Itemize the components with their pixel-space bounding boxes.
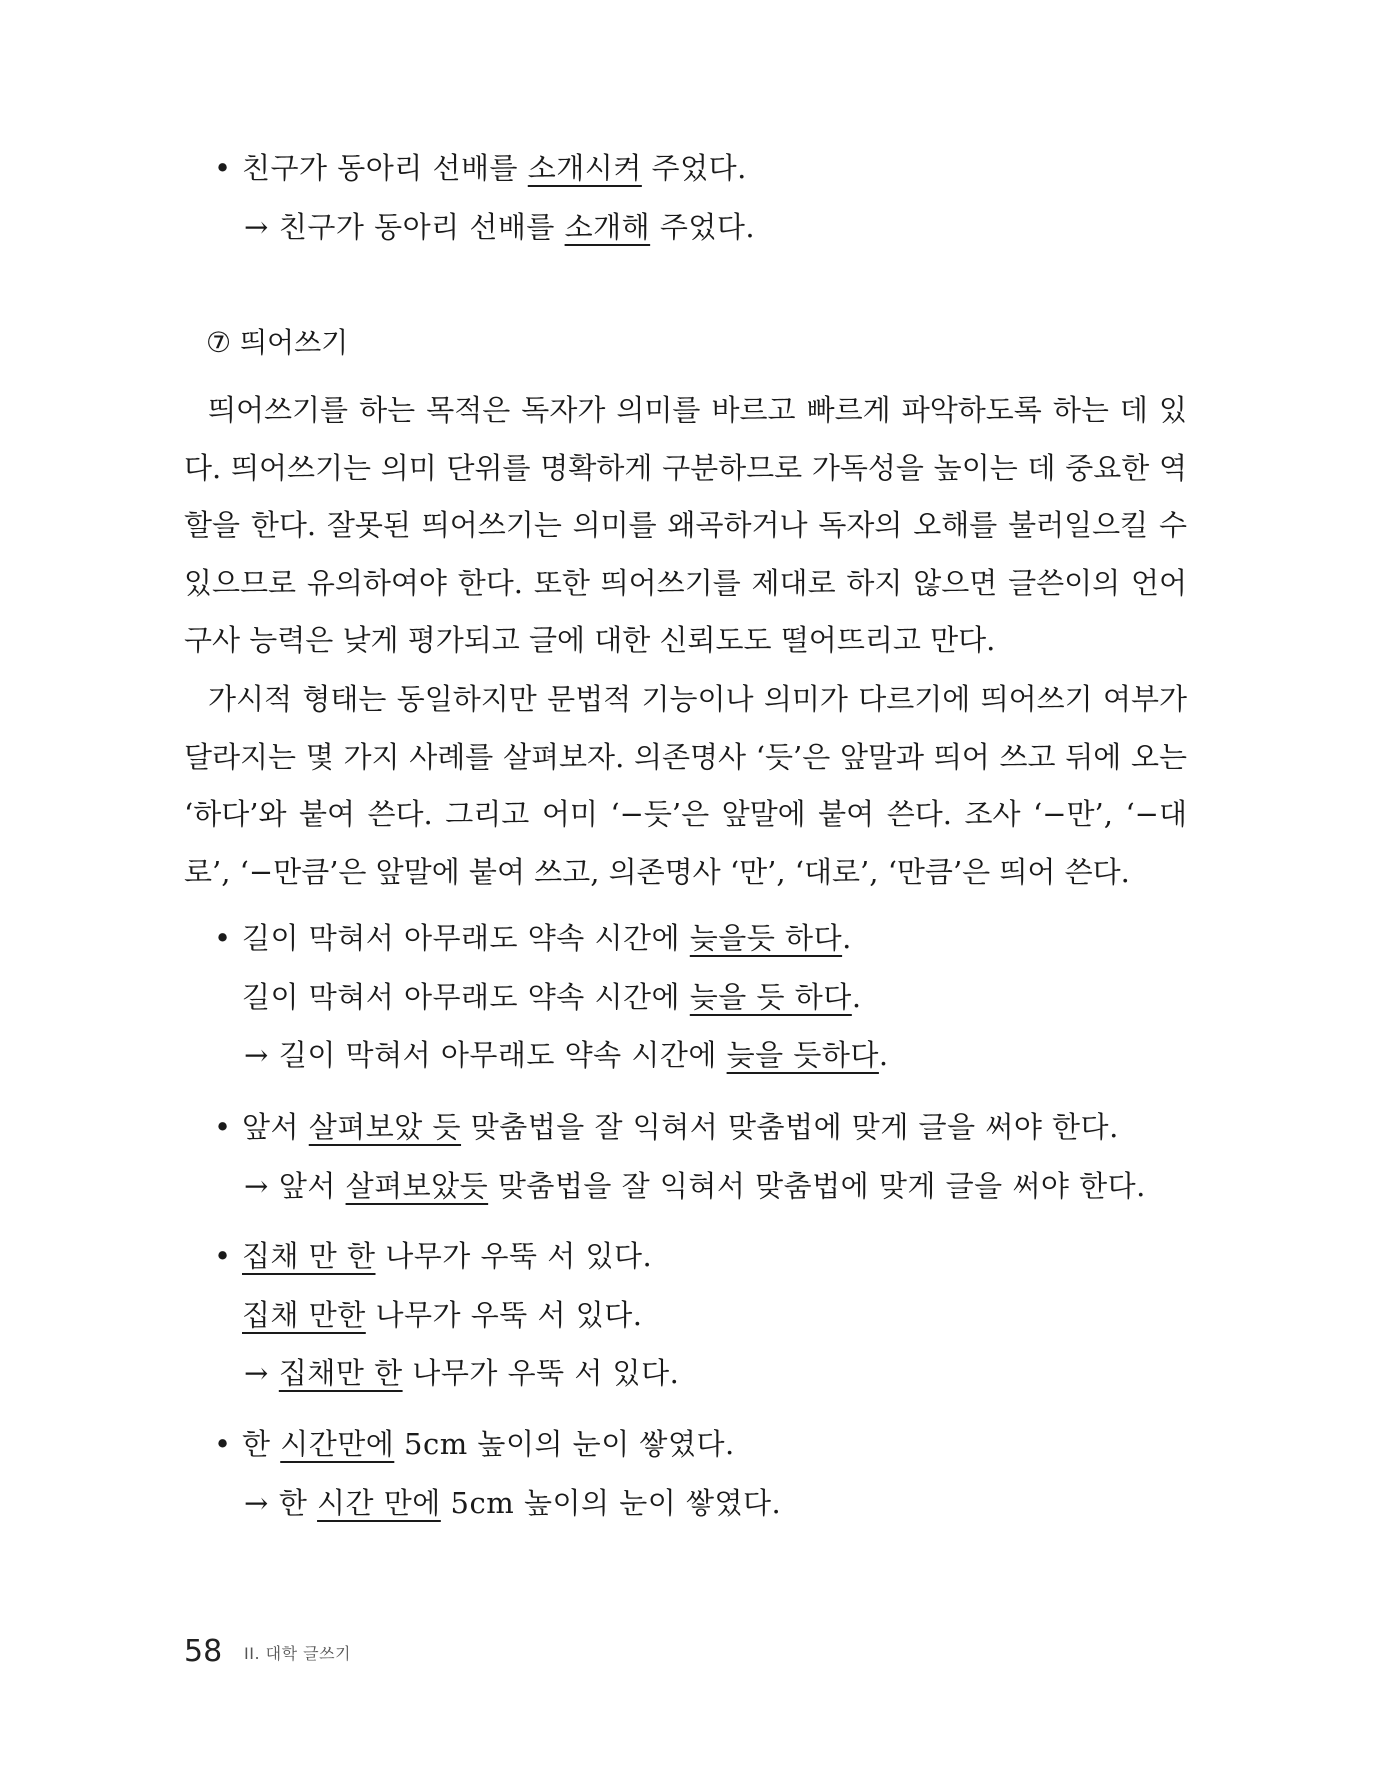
- bullet: •: [214, 1110, 232, 1144]
- example-text: 한: [242, 1427, 281, 1461]
- bullet: •: [214, 151, 232, 185]
- chapter-label: II. 대학 글쓰기: [244, 1644, 351, 1663]
- example-text: 나무가 우뚝 서 있다.: [375, 1239, 653, 1273]
- arrow-icon: →: [244, 1356, 269, 1390]
- example-line: [242, 1295, 643, 1335]
- example-text: 길이 막혀서 아무래도 약속 시간에: [242, 980, 690, 1014]
- example-text: 5cm 높이의 눈이 쌓였다.: [440, 1486, 782, 1520]
- underlined-phrase: 집채 만한: [242, 1298, 366, 1332]
- example-text: .: [878, 1038, 889, 1072]
- example-text: 맞춤법을 잘 익혀서 맞춤법에 맞게 글을 써야 한다.: [488, 1169, 1146, 1203]
- bullet: •: [214, 921, 232, 955]
- example-text: 맞춤법을 잘 익혀서 맞춤법에 맞게 글을 써야 한다.: [461, 1110, 1119, 1144]
- underlined-phrase: 늦을듯 하다: [689, 921, 843, 955]
- example-line: [242, 977, 862, 1017]
- example-text: .: [851, 980, 862, 1014]
- correction-line: [244, 1353, 679, 1393]
- section-heading: ⑦ 띄어쓰기: [206, 326, 349, 359]
- underlined-phrase: 늦을 듯 하다: [689, 980, 852, 1014]
- example-line: [214, 148, 747, 188]
- example-line: [214, 918, 852, 958]
- example-text: 주었다.: [641, 151, 747, 185]
- underlined-phrase: 집채 만 한: [242, 1239, 376, 1273]
- underlined-phrase: 살펴보았듯: [345, 1169, 489, 1203]
- body-paragraph: 가시적 형태는 동일하지만 문법적 기능이나 의미가 다르기에 띄어쓰기 여부가 달라지는 몇 가지 사례를 살펴보자. 의존명사 ‘듯’은 앞말과 띄어 쓰고 뒤에 오는 ‘하다’와 붙여 쓴다. 그리고 어미 ‘−듯’은 앞말에 붙여 쓴다. 조사 ‘−만’, ‘−대로’, ‘−만큼’은 앞말에 붙여 쓰고, 의존명사 ‘만’, ‘대로’, ‘만큼’은 띄어 쓴다.: [184, 682, 1187, 889]
- underlined-phrase: 소개해: [564, 210, 651, 244]
- underlined-phrase: 살펴보았 듯: [308, 1110, 462, 1144]
- example-line: [214, 1236, 652, 1276]
- correction-line: [244, 1483, 781, 1523]
- example-text: .: [842, 921, 852, 955]
- example-text: 길이 막혀서 아무래도 약속 시간에: [278, 1038, 727, 1072]
- example-text: 나무가 우뚝 서 있다.: [402, 1356, 680, 1390]
- example-text: 5cm 높이의 눈이 쌓였다.: [394, 1427, 735, 1461]
- correction-line: [244, 207, 755, 247]
- page-number: 58: [184, 1634, 223, 1669]
- example-text: 앞서: [278, 1169, 346, 1203]
- arrow-icon: →: [244, 1486, 269, 1520]
- underlined-phrase: 집채만 한: [278, 1356, 403, 1390]
- example-text: 나무가 우뚝 서 있다.: [365, 1298, 643, 1332]
- example-text: 길이 막혀서 아무래도 약속 시간에: [242, 921, 690, 955]
- example-line: [214, 1424, 735, 1464]
- bullet: •: [214, 1427, 232, 1461]
- underlined-phrase: 시간만에: [280, 1427, 395, 1461]
- example-text: 친구가 동아리 선배를: [242, 151, 528, 185]
- bullet: •: [214, 1239, 232, 1273]
- underlined-phrase: 늦을 듯하다: [726, 1038, 879, 1072]
- correction-line: [244, 1166, 1146, 1206]
- example-text: 주었다.: [650, 210, 756, 244]
- underlined-phrase: 시간 만에: [317, 1486, 441, 1520]
- arrow-icon: →: [244, 1169, 269, 1203]
- arrow-icon: →: [244, 1038, 269, 1072]
- arrow-icon: →: [244, 210, 269, 244]
- example-text: 친구가 동아리 선배를: [278, 210, 565, 244]
- body-paragraph: 띄어쓰기를 하는 목적은 독자가 의미를 바르고 빠르게 파악하도록 하는 데 있다. 띄어쓰기는 의미 단위를 명확하게 구분하므로 가독성을 높이는 데 중요한 역할을 한다. 잘못된 띄어쓰기는 의미를 왜곡하거나 독자의 오해를 불러일으킬 수 있으므로 유의하여야 한다. 또한 띄어쓰기를 제대로 하지 않으면 글쓴이의 언어 구사 능력은 낮게 평가되고 글에 대한 신뢰도도 떨어뜨리고 만다.: [184, 393, 1187, 658]
- correction-line: [244, 1035, 889, 1075]
- example-text: 한: [278, 1486, 318, 1520]
- example-text: 앞서: [242, 1110, 309, 1144]
- underlined-phrase: 소개시켜: [527, 151, 642, 185]
- example-line: [214, 1107, 1119, 1147]
